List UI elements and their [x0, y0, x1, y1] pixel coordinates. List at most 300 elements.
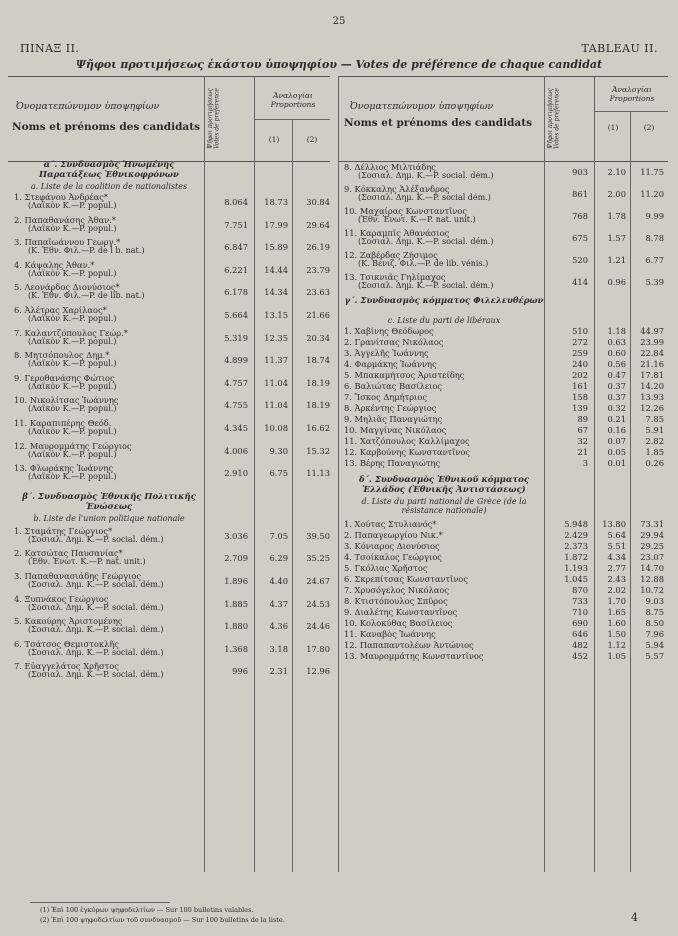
votes-value: 2.373 [564, 541, 588, 551]
candidate-name: 4. Τσοίκαλος Γεώργιος [344, 552, 442, 562]
proportion-1: 14.34 [264, 287, 288, 298]
section-title: α΄. Συνδυασμὸς Ἡνωμένης Παρατάξεως Ἐθνικοφρόνων [39, 160, 179, 180]
header-name-gr-right: Ὀνοματεπώνυμον ὑποψηφίων [350, 101, 494, 112]
candidate-name: 12. Καρβούνης Κωνσταντῖνος [344, 447, 471, 457]
table-row [344, 552, 668, 562]
proportion-1: 0.96 [607, 277, 626, 287]
table-row [14, 594, 334, 614]
proportion-2: 7.96 [645, 629, 664, 639]
proportion-2: 23.07 [640, 552, 664, 562]
candidate-name: 12. Ζαβέρδας Ζήσιμος [344, 250, 438, 260]
proportion-2: 5.39 [645, 277, 664, 287]
proportion-1: 3.18 [269, 643, 288, 654]
candidate-name: 9. Γεροθανάσης Φώτιος [14, 372, 115, 383]
table-row [344, 337, 668, 347]
header-prop-fr: Proportions [270, 100, 316, 109]
header-proportions [256, 91, 330, 109]
votes-value: 710 [572, 607, 588, 617]
proportion-1: 13.15 [264, 310, 288, 320]
candidate-name: 11. Χατζόπουλος Καλλίμαχος [344, 436, 470, 446]
table-row [344, 585, 668, 595]
proportion-1: 7.05 [269, 530, 288, 541]
candidate-name: 3. Παπαθανασιάδης Γεώργιος [14, 571, 142, 581]
votes-value: 4.757 [224, 377, 248, 388]
votes-value: 1.368 [224, 643, 248, 654]
votes-value: 89 [577, 414, 588, 424]
candidate-name: 7. Καλαντζόπουλος Γεώρ.* [14, 327, 128, 338]
table-row [344, 392, 668, 402]
candidate-party: (Σοσιαλ. Δημ. Κ.—P. social. dém.) [358, 281, 494, 290]
votes-value: 452 [572, 651, 588, 661]
table-row [344, 563, 668, 573]
candidate-party: (Σοσιαλ. Δημ. Κ.—P. social. dém.) [28, 534, 164, 544]
votes-value: 1.896 [224, 576, 248, 586]
proportion-2: 29.64 [306, 219, 330, 230]
table-row [344, 272, 668, 292]
votes-value: 161 [572, 381, 588, 391]
candidate-name: 2. Γρανίτσας Νικόλαος [344, 337, 444, 347]
proportion-2: 23.79 [306, 264, 330, 275]
votes-value: 21 [577, 447, 588, 457]
votes-value: 3 [582, 458, 588, 468]
right-table-header [338, 76, 668, 162]
proportion-2: 18.19 [306, 400, 330, 411]
table-row [14, 395, 334, 415]
header-name-gr: Ὀνοματεπώνυμον ὑποψηφίων [16, 101, 160, 112]
section-subtitle: c. Liste du parti de libéraux [387, 316, 501, 325]
votes-value: 2.709 [224, 553, 248, 564]
proportion-1: 1.60 [607, 618, 626, 628]
candidate-party: (Σοσιαλ. Δημ. Κ.—P. social. dém.) [28, 625, 164, 635]
proportion-2: 29.25 [640, 541, 664, 551]
header-name-fr-right: Noms et prénoms des candidats [344, 117, 532, 129]
candidate-party: (Ἐθν. Ἑνωτ. Κ.—P. nat. unit.) [358, 215, 476, 224]
table-row [14, 350, 334, 370]
candidate-name: 7. Χρυσόγελος Νικόλαος [344, 585, 450, 595]
table-row [344, 651, 668, 661]
left-table-body [14, 160, 334, 870]
header-p1: (1) [268, 135, 280, 144]
proportion-1: 11.04 [264, 377, 288, 388]
proportion-1: 0.21 [607, 414, 626, 424]
proportion-2: 21.16 [640, 359, 664, 369]
proportion-1: 0.47 [607, 370, 626, 380]
votes-value: 1.885 [224, 598, 248, 609]
right-heading: TABLEAU II. [581, 42, 658, 55]
candidate-party: (Κ. Ἐθν. Φιλ.—P. de lib. nat.) [28, 291, 145, 301]
page-number: 25 [332, 16, 346, 27]
proportion-2: 5.91 [645, 425, 664, 435]
table-row [344, 228, 668, 248]
proportion-1: 2.00 [607, 189, 626, 199]
votes-value: 2.910 [224, 468, 248, 479]
candidate-name: 7. Εὐαγγελάτος Χρῆστος [14, 661, 119, 672]
proportion-1: 1.50 [607, 629, 626, 639]
proportion-1: 12.35 [264, 332, 288, 343]
table-row [14, 441, 334, 461]
votes-value: 5.664 [224, 310, 248, 320]
candidate-party: (Λαϊκὸν Κ.—P. popul.) [28, 472, 117, 482]
proportion-2: 7.85 [645, 414, 664, 424]
candidate-party: (Λαϊκὸν Κ.—P. popul.) [28, 201, 117, 210]
proportion-2: 12.96 [306, 666, 330, 677]
header-prop-gr-right: Ἀναλογίαι [612, 85, 652, 94]
proportion-1: 0.63 [607, 337, 626, 347]
candidate-name: 12. Μαυρομμάτης Γεώργιος [14, 440, 132, 451]
proportion-1: 0.37 [607, 381, 626, 391]
candidate-name: 2. Κατσώτας Παυσανίας* [14, 548, 123, 559]
table-row [14, 639, 334, 659]
votes-value: 510 [572, 326, 588, 336]
proportion-1: 0.32 [607, 403, 626, 413]
proportion-2: 5.94 [645, 640, 664, 650]
votes-value: 996 [232, 666, 248, 677]
proportion-1: 15.89 [264, 242, 288, 253]
proportion-2: 18.74 [306, 355, 330, 366]
header-votes-right: Ψῆφοι προτιμήσεως Votes de préférence [547, 88, 561, 150]
proportion-1: 0.01 [607, 458, 626, 468]
table-row [14, 192, 334, 212]
header-proportions-right [596, 85, 668, 103]
candidate-name: 5. Μπακαμήτσος Ἀριστείδης [344, 370, 465, 380]
proportion-2: 15.32 [306, 445, 330, 456]
candidate-name: 11. Καραπιπέρης Θεόδ. [14, 418, 112, 428]
table-row [344, 629, 668, 639]
votes-value: 4.006 [224, 445, 248, 456]
proportion-2: 30.84 [306, 197, 330, 207]
candidate-name: 3. Ἀγγελῆς Ἰωάννης [344, 348, 429, 358]
proportion-2: 1.85 [645, 447, 664, 457]
candidate-name: 13. Τσικνιᾶς Γηλίμαχος [344, 272, 446, 282]
table-row [14, 571, 334, 591]
votes-value: 690 [572, 618, 588, 628]
proportion-2: 21.66 [306, 310, 330, 320]
proportion-2: 26.19 [306, 242, 330, 253]
candidate-name: 4. Κάψαλης Ἀθαν.* [14, 259, 95, 270]
table-row [14, 463, 334, 483]
candidate-name: 10. Κολοκύθας Βασίλειος [344, 618, 453, 628]
proportion-2: 0.26 [645, 458, 664, 468]
proportion-2: 24.46 [306, 621, 330, 632]
table-row [344, 607, 668, 617]
corner-number: 4 [631, 911, 638, 924]
proportion-1: 4.37 [269, 598, 288, 609]
candidate-name: 6. Τσάτσος Θεμιστοκλῆς [14, 638, 119, 649]
header-prop-gr: Ἀναλογίαι [273, 91, 313, 100]
proportion-1: 4.40 [269, 576, 288, 586]
table-row [344, 618, 668, 628]
proportion-2: 20.34 [306, 332, 330, 343]
candidate-name: 7. Ἴσκος Δημήτριος [344, 392, 428, 402]
proportion-2: 22.84 [640, 348, 664, 358]
candidate-name: 8. Δέλλιος Μιλτιάδης [344, 162, 436, 172]
votes-value: 861 [572, 189, 588, 199]
proportion-1: 1.57 [607, 233, 626, 243]
proportion-1: 2.10 [607, 167, 626, 177]
candidate-party: (Λαϊκὸν Κ.—P. popul.) [28, 314, 117, 323]
votes-value: 272 [572, 337, 588, 347]
proportion-2: 6.77 [645, 255, 664, 265]
proportion-2: 23.99 [640, 337, 664, 347]
left-table-header [8, 76, 330, 162]
proportion-1: 11.04 [264, 400, 288, 411]
table-row [344, 436, 668, 446]
votes-value: 259 [572, 348, 588, 358]
votes-value: 768 [572, 211, 588, 221]
candidate-name: 5. Κακούρης Ἀριστομένης [14, 616, 123, 627]
table-row [14, 260, 334, 280]
votes-value: 240 [572, 359, 588, 369]
votes-value: 6.221 [224, 264, 248, 275]
proportion-2: 29.94 [640, 530, 664, 540]
proportion-1: 2.43 [607, 574, 626, 584]
table-row [14, 305, 334, 325]
proportion-2: 10.72 [640, 585, 664, 595]
header-p1-right: (1) [607, 123, 619, 132]
votes-value: 139 [572, 403, 588, 413]
votes-value: 1.880 [224, 621, 248, 632]
candidate-name: 11. Καραμπῖς Ἀθανάσιος [344, 228, 450, 238]
candidate-name: 13. Βέρης Παναγιώτης [344, 458, 441, 468]
proportion-2: 35.25 [306, 553, 330, 564]
votes-value: 482 [572, 640, 588, 650]
proportion-1: 13.80 [602, 519, 626, 529]
votes-value: 3.036 [224, 530, 248, 541]
table-row [344, 530, 668, 540]
proportion-2: 44.97 [640, 326, 664, 336]
table-row [344, 596, 668, 606]
candidate-party: (Λαϊκὸν Κ.—P. popul.) [28, 381, 117, 391]
candidate-name: 5. Γκόλιας Χρῆστος [344, 563, 428, 573]
section-title: γ΄. Συνδυασμὸς κόμματος Φιλελευθέρων [344, 296, 544, 306]
proportion-2: 14.70 [640, 563, 664, 573]
proportion-2: 17.80 [306, 643, 330, 654]
votes-value: 733 [572, 596, 588, 606]
header-prop-fr-right: Proportions [609, 94, 655, 103]
votes-value: 67 [577, 425, 588, 435]
proportion-1: 2.02 [607, 585, 626, 595]
votes-value: 158 [572, 392, 588, 402]
candidate-name: 6. Βαλιώτας Βασίλειος [344, 381, 443, 391]
proportion-2: 12.26 [640, 403, 664, 413]
candidate-name: 11. Καναβὸς Ἰωάννης [344, 629, 436, 639]
candidate-name: 8. Κτιστόπουλος Σπῦρος [344, 596, 448, 606]
proportion-2: 5.57 [645, 651, 664, 661]
proportion-1: 4.34 [607, 552, 626, 562]
table-row [344, 162, 668, 182]
table-row [344, 370, 668, 380]
candidate-name: 4. Φαρμάκης Ἰωάννης [344, 359, 437, 369]
proportion-1: 1.78 [607, 211, 626, 221]
proportion-1: 1.18 [607, 326, 626, 336]
proportion-2: 11.75 [640, 167, 664, 177]
proportion-1: 0.37 [607, 392, 626, 402]
candidate-party: (Σοσιαλ. Δημ. Κ.—P. social. dém.) [28, 602, 164, 612]
candidate-name: 10. Μαγγίνας Νικόλαος [344, 425, 447, 435]
candidate-party: (Λαϊκὸν Κ.—P. popul.) [28, 359, 117, 369]
table-row [14, 373, 334, 393]
proportion-2: 8.75 [645, 607, 664, 617]
proportion-1: 6.75 [269, 468, 288, 479]
section-title: δ΄. Συνδυασμὸς Ἐθνικοῦ κόμματος Ἑλλάδος (Ἐθνικῆς Ἀντιστάσεως) [358, 475, 529, 495]
section-subtitle: a. Liste de la coalition de nationalistes [30, 182, 188, 191]
votes-value: 646 [572, 629, 588, 639]
proportion-1: 0.16 [607, 425, 626, 435]
proportion-2: 24.53 [306, 598, 330, 609]
table-row [14, 661, 334, 681]
header-p2-right: (2) [643, 123, 655, 132]
right-table-body [344, 160, 668, 870]
votes-value: 414 [572, 277, 588, 287]
candidate-name: 9. Μηλιᾶς Παναγιώτης [344, 414, 443, 424]
table-row [344, 640, 668, 650]
header-p2: (2) [306, 135, 318, 144]
footnote-2: (2) Ἐπὶ 100 ψηφοδελτίων τοῦ συνδυασμοῦ — Sur 100 bulletins de la liste. [40, 916, 285, 924]
proportion-1: 18.73 [264, 197, 288, 207]
table-row [14, 418, 334, 438]
candidate-name: 3. Παπαϊωάννου Γεωργ.* [14, 237, 121, 248]
proportion-2: 16.62 [306, 423, 330, 433]
table-row [14, 215, 334, 235]
candidate-name: 6. Σκρεπίτσας Κωνσταντῖνος [344, 574, 469, 584]
proportion-2: 17.81 [640, 370, 664, 380]
table-row [14, 548, 334, 568]
votes-value: 520 [572, 255, 588, 265]
table-row [344, 206, 668, 226]
proportion-2: 11.13 [306, 468, 330, 479]
header-votes: Ψῆφοι προτιμήσεως Votes de préférence [207, 88, 221, 150]
votes-value: 202 [572, 370, 588, 380]
candidate-name: 1. Χαβίνης Θεόδωρος [344, 326, 434, 336]
votes-value: 6.178 [224, 287, 248, 298]
proportion-1: 1.21 [607, 255, 626, 265]
candidate-party: (Σοσιαλ. Δημ. Κ.—P. social. dém.) [28, 647, 164, 657]
votes-value: 4.345 [224, 423, 248, 433]
candidate-name: 10. Νικολίτσας Ἰωάννης [14, 395, 119, 406]
table-row [344, 184, 668, 204]
candidate-name: 6. Ἀλέτρας Χαρίλαος* [14, 305, 107, 315]
proportion-1: 5.51 [607, 541, 626, 551]
proportion-2: 11.20 [640, 189, 664, 199]
table-row [14, 616, 334, 636]
candidate-name: 12. Παπαπαντολέων Ἀντώνιος [344, 640, 474, 650]
table-row [344, 425, 668, 435]
candidate-name: 5. Λεονάρδος Διονύσιος* [14, 282, 120, 293]
proportion-2: 14.20 [640, 381, 664, 391]
section-title: β΄. Συνδυασμὸς Ἐθνικῆς Πολιτικῆς Ἑνώσεως [22, 491, 196, 512]
proportion-2: 9.03 [645, 596, 664, 606]
proportion-1: 14.44 [264, 264, 288, 275]
candidate-party: (Κ. Βενιζ. Φιλ.—P. de lib. vénis.) [358, 259, 489, 268]
table-row [344, 348, 668, 358]
proportion-2: 18.19 [306, 377, 330, 388]
proportion-2: 24.67 [306, 576, 330, 586]
table-row [344, 574, 668, 584]
candidate-party: (Λαϊκὸν Κ.—P. popul.) [28, 268, 117, 278]
proportion-1: 6.29 [269, 553, 288, 564]
candidate-name: 3. Κόνιαρος Διονύσιος [344, 541, 440, 551]
candidate-party: (Λαϊκὸν Κ.—P. popul.) [28, 427, 117, 436]
proportion-1: 0.07 [607, 436, 626, 446]
votes-value: 4.899 [224, 355, 248, 366]
table-row [344, 447, 668, 457]
proportion-2: 73.31 [640, 519, 664, 529]
table-row [344, 250, 668, 270]
votes-value: 4.755 [224, 400, 248, 411]
proportion-1: 5.64 [607, 530, 626, 540]
proportion-2: 8.78 [645, 233, 664, 243]
proportion-1: 0.56 [607, 359, 626, 369]
table-row [14, 328, 334, 348]
candidate-party: (Σοσιαλ. Δημ. Κ.—P. social. dém.) [28, 670, 164, 680]
table-row [344, 326, 668, 336]
proportion-1: 4.36 [269, 621, 288, 632]
candidate-party: (Σοσιαλ. Δημ. Κ.—P. social dém.) [358, 193, 491, 202]
proportion-2: 2.82 [645, 436, 664, 446]
table-row [344, 359, 668, 369]
proportion-1: 0.60 [607, 348, 626, 358]
left-heading: ΠΙΝΑΞ II. [20, 42, 80, 55]
table-row [344, 381, 668, 391]
votes-value: 8.064 [224, 197, 248, 207]
candidate-party: (Λαϊκὸν Κ.—P. popul.) [28, 449, 117, 459]
table-title: Ψῆφοι προτιμήσεως ἑκάστου ὑποψηφίου — Votes de préférence de chaque candidat [75, 58, 603, 71]
candidate-name: 8. Μητσόπουλος Δημ.* [14, 350, 110, 361]
candidate-name: 1. Χούτας Στυλιανός* [344, 519, 437, 529]
table-row [344, 519, 668, 529]
proportion-1: 9.30 [269, 445, 288, 456]
proportion-1: 11.37 [264, 355, 288, 366]
candidate-name: 2. Παπαθανάσης Ἀθαν.* [14, 214, 117, 225]
votes-value: 1.193 [564, 563, 588, 573]
footnote-1: (1) Ἐπὶ 100 ἐγκύρων ψηφοδελτίων — Sur 100 bulletins valables. [40, 906, 254, 914]
candidate-name: 4. Ξυπνάκος Γεώργιος [14, 593, 109, 604]
section-subtitle: b. Liste de l'union politique nationale [33, 513, 185, 523]
table-row [344, 403, 668, 413]
proportion-2: 9.99 [645, 211, 664, 221]
section-subtitle: d. Liste du parti national de Grèce (de la résistance nationale) [361, 497, 527, 515]
candidate-name: 1. Σταμάτης Γεώργιος* [14, 525, 113, 536]
proportion-1: 17.99 [264, 219, 288, 230]
votes-value: 7.751 [224, 219, 248, 230]
votes-value: 1.872 [564, 552, 588, 562]
header-name-fr: Noms et prénoms des candidats [12, 121, 200, 133]
proportion-2: 8.50 [645, 618, 664, 628]
proportion-1: 2.77 [607, 563, 626, 573]
table-row [14, 282, 334, 302]
candidate-party: (Σοσιαλ. Δημ. Κ.—P. social. dém.) [358, 237, 494, 246]
proportion-2: 13.93 [640, 392, 664, 402]
candidate-name: 10. Μαχαίρας Κωνσταντῖνος [344, 206, 468, 216]
candidate-name: 13. Μαυρομμάτης Κωνσταντῖνος [344, 651, 484, 661]
proportion-2: 12.88 [640, 574, 664, 584]
votes-value: 1.045 [564, 574, 588, 584]
candidate-party: (Λαϊκὸν Κ.—P. popul.) [28, 404, 117, 414]
candidate-name: 13. Φλωράκης Ἰωάννης [14, 463, 113, 474]
table-row [14, 237, 334, 257]
table-row [344, 541, 668, 551]
candidate-name: 9. Κόκκαλης Ἀλέξανδρος [344, 184, 450, 194]
table-row [344, 414, 668, 424]
candidate-name: 9. Διαλέτης Κωνσταντῖνος [344, 607, 458, 617]
votes-value: 32 [577, 436, 588, 446]
votes-value: 5.948 [564, 519, 588, 529]
proportion-1: 0.05 [607, 447, 626, 457]
candidate-name: 2. Παπαγεωργίου Νικ.* [344, 530, 443, 540]
proportion-2: 39.50 [306, 530, 330, 541]
candidate-party: (Σοσιαλ. Δημ. Κ.—P. social. dém.) [358, 171, 494, 180]
votes-value: 6.847 [224, 242, 248, 253]
